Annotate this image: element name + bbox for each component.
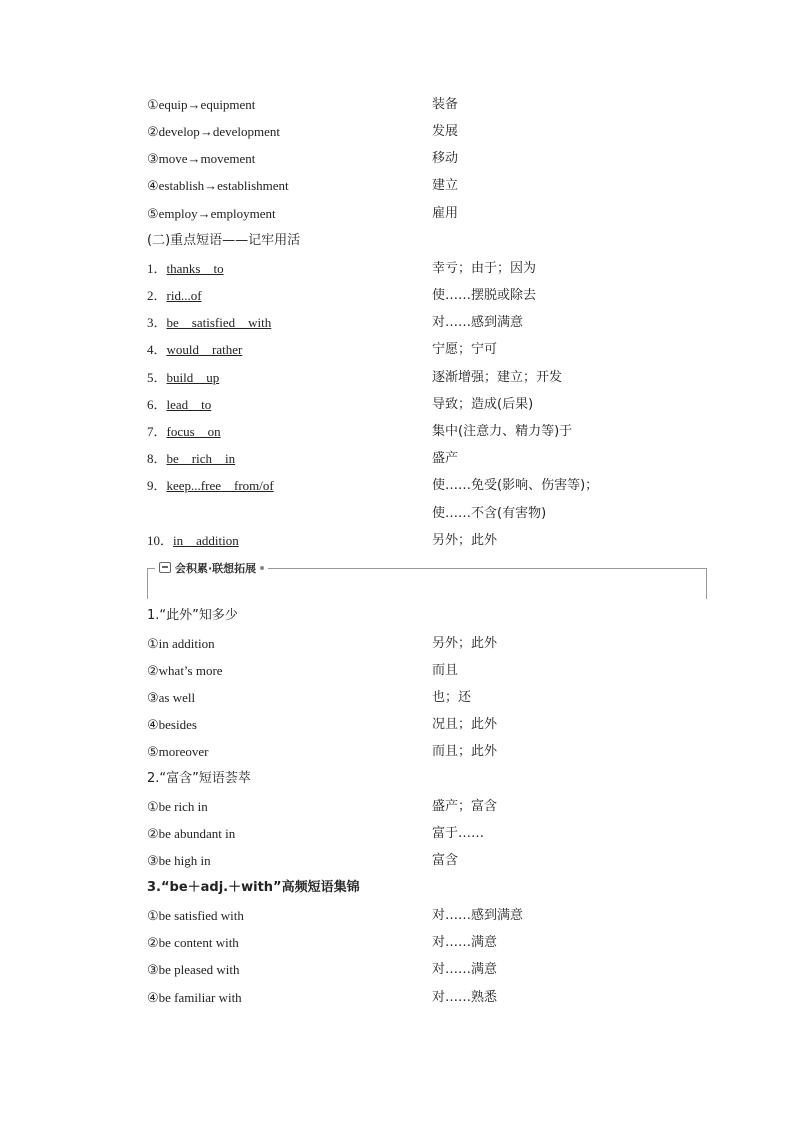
group-item: ④be familiar with 对……熟悉	[147, 990, 498, 1005]
derivative-row: ②develop→development 发展	[147, 124, 459, 139]
section-title: (二)重点短语——记牢用活	[147, 233, 301, 248]
dot-icon	[260, 566, 264, 570]
derivative-row: ①equip→equipment 装备	[147, 97, 459, 112]
phrase-row: 使……不含(有害物)	[432, 506, 547, 521]
group-item: ③be high in 富含	[147, 853, 459, 868]
group-item: ②what’s more 而且	[147, 663, 459, 678]
derivative-row: ③move→movement 移动	[147, 151, 459, 166]
phrase-row: 7．focus__on 集中(注意力、精力等)于	[147, 424, 573, 439]
derivative-row: ⑤employ→employment 雇用	[147, 206, 459, 221]
group-item: ③as well 也；还	[147, 690, 472, 705]
group-item: ②be content with 对……满意	[147, 935, 498, 950]
derivative-row: ④establish→establishment 建立	[147, 178, 459, 193]
arrow-icon: →	[204, 178, 218, 193]
box-label: 会积累·联想拓展	[155, 562, 268, 576]
group-title: 3.“be＋adj.＋with”高频短语集锦	[147, 880, 360, 895]
phrase-row: 9．keep...free__from/of 使……免受(影响、伤害等)；	[147, 478, 599, 493]
arrow-icon: →	[199, 124, 213, 139]
phrase-row: 3．be__satisfied__with 对……感到满意	[147, 315, 524, 330]
phrase-row: 5．build__up 逐渐增强；建立；开发	[147, 370, 563, 385]
phrase-row: 2．rid...of 使……摆脱或除去	[147, 288, 537, 303]
phrase-row: 8．be__rich__in 盛产	[147, 451, 459, 466]
group-title: 1.“此外”知多少	[147, 608, 238, 623]
phrase-row: 10．in__addition 另外；此外	[147, 533, 498, 548]
arrow-icon: →	[197, 206, 211, 221]
group-item: ②be abundant in 富于……	[147, 826, 485, 841]
phrase-row: 1．thanks__to 幸亏；由于；因为	[147, 261, 537, 276]
phrase-row: 4．would__rather 宁愿；宁可	[147, 342, 498, 357]
group-item: ④besides 况且；此外	[147, 717, 498, 732]
group-item: ①be rich in 盛产；富含	[147, 799, 498, 814]
notebook-icon	[159, 562, 171, 573]
arrow-icon: →	[187, 97, 201, 112]
group-item: ③be pleased with 对……满意	[147, 962, 498, 977]
group-title: 2.“富含”短语荟萃	[147, 771, 251, 786]
group-item: ⑤moreover 而且；此外	[147, 744, 498, 759]
group-item: ①in addition 另外；此外	[147, 636, 498, 651]
arrow-icon: →	[187, 151, 201, 166]
expansion-box	[147, 562, 707, 598]
phrase-row: 6．lead__to 导致；造成(后果)	[147, 397, 534, 412]
group-item: ①be satisfied with 对……感到满意	[147, 908, 524, 923]
